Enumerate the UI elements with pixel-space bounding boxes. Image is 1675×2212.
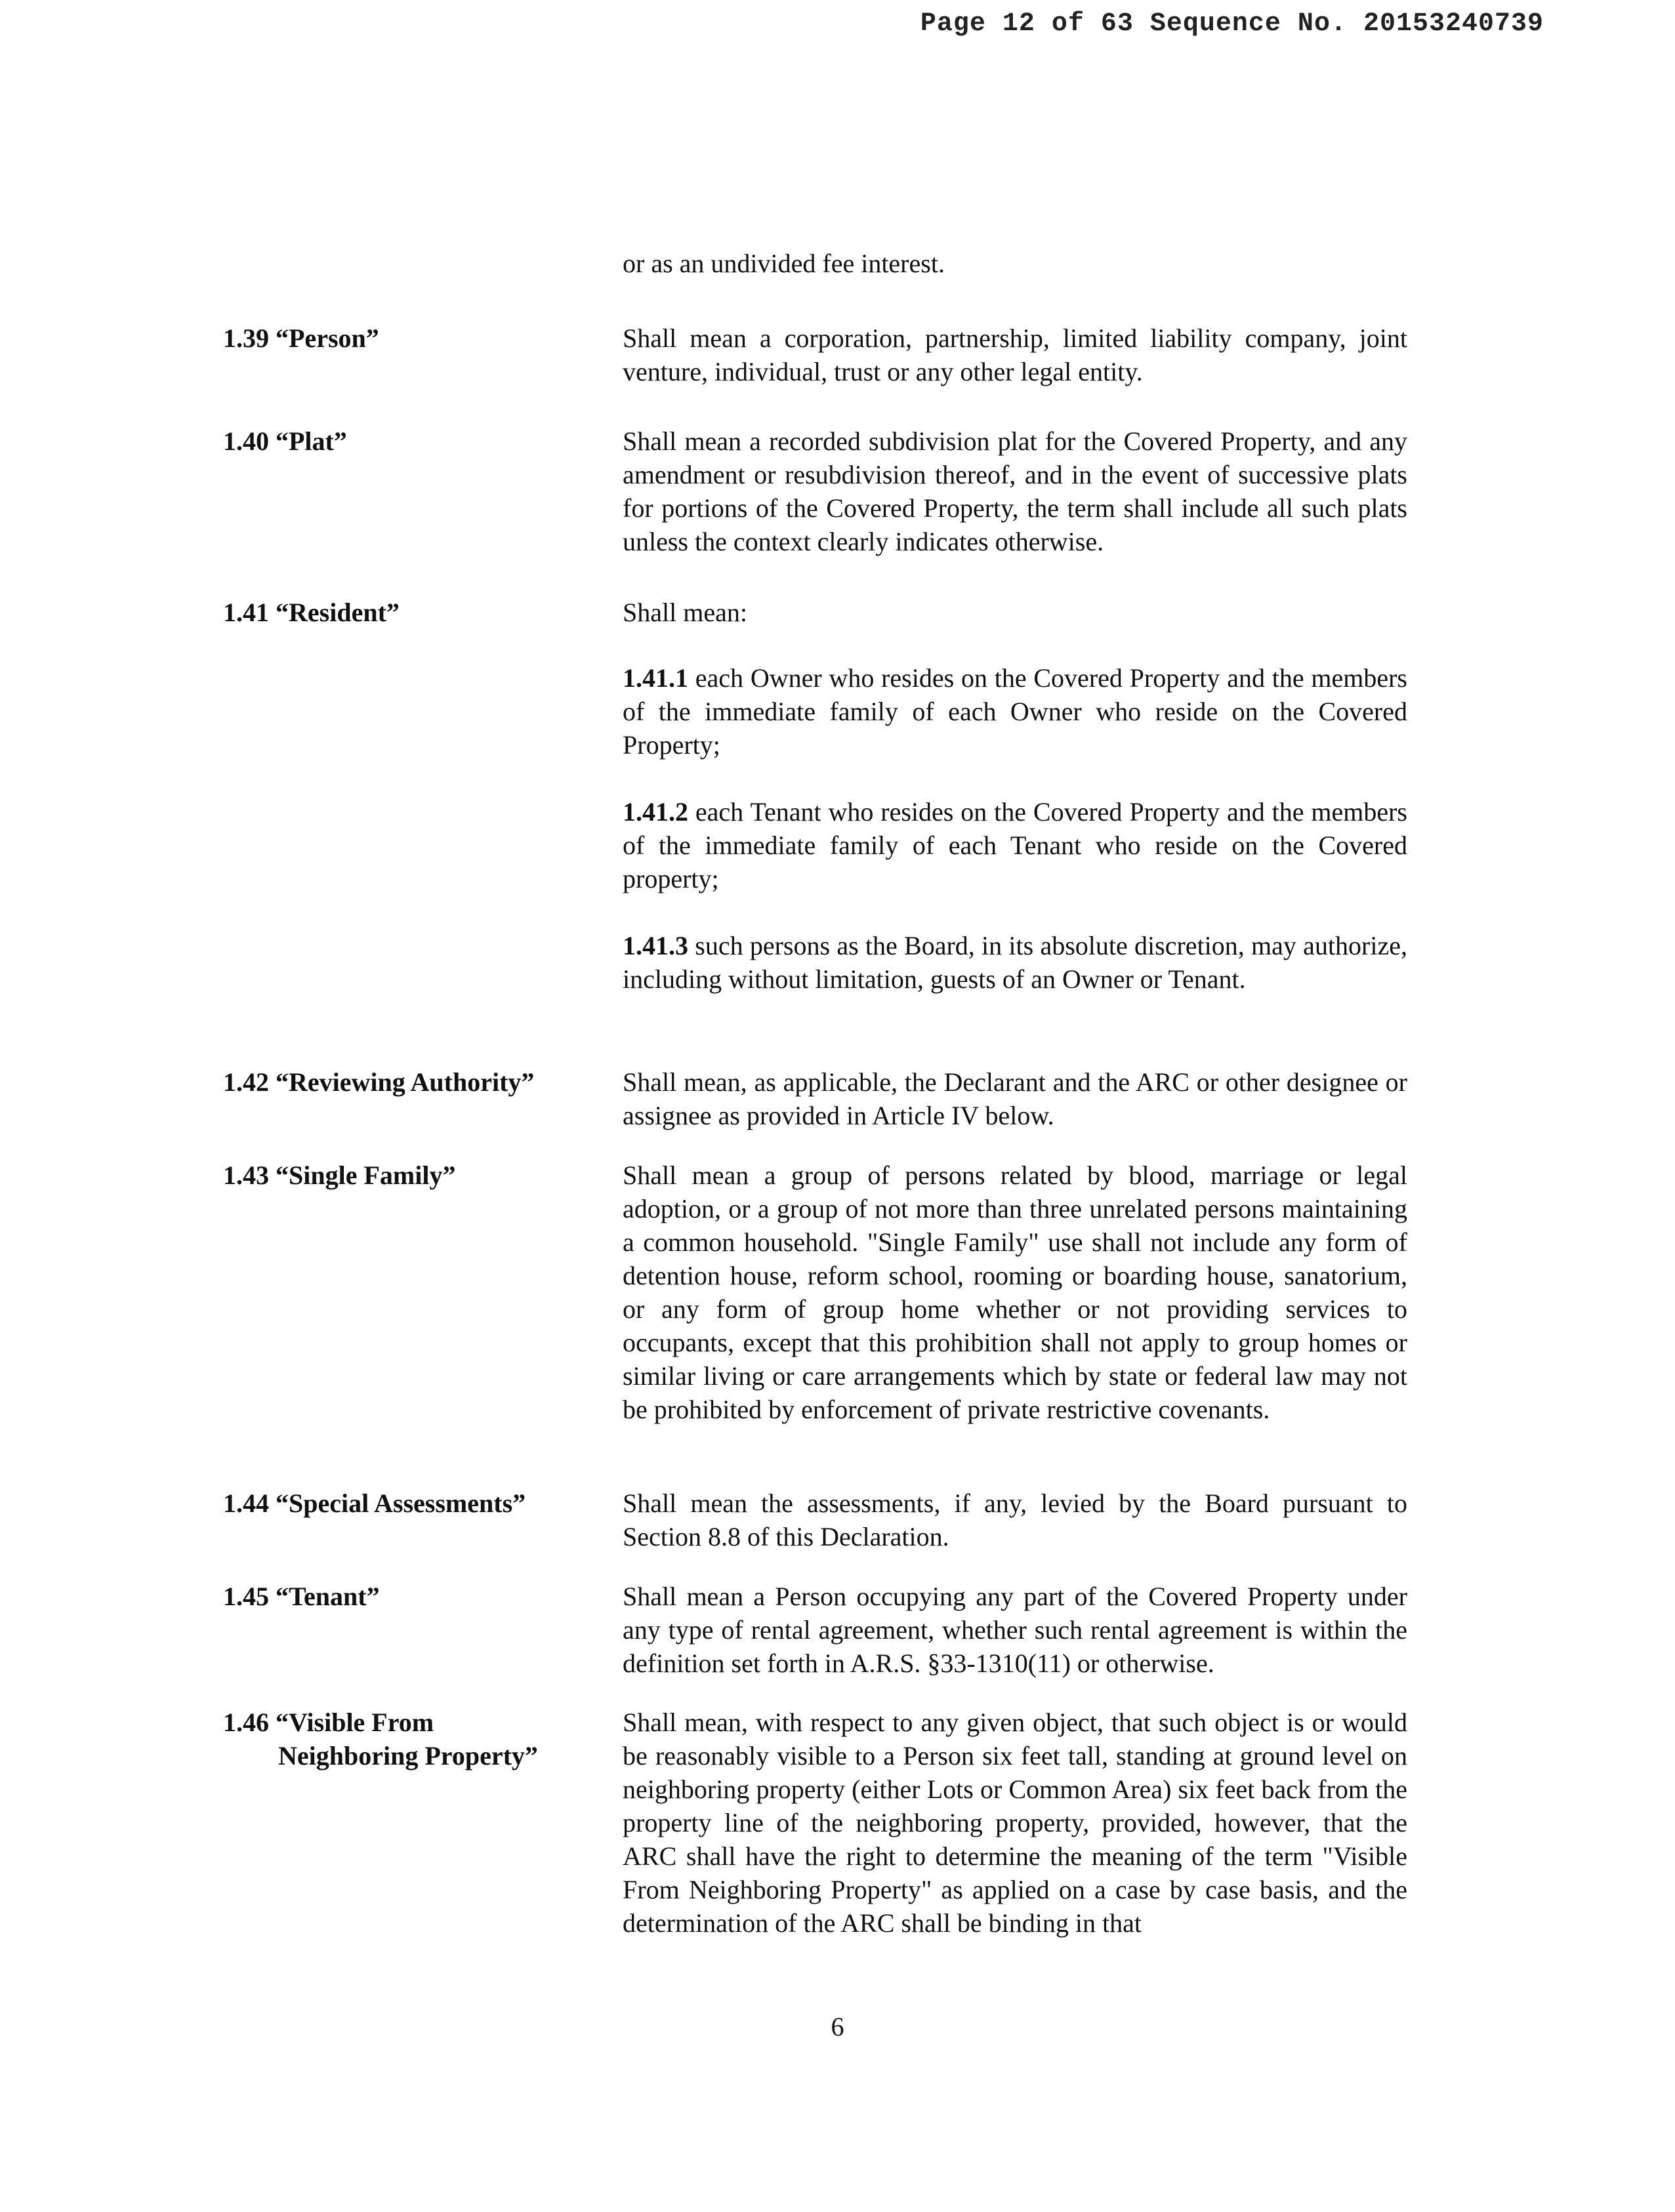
term-label: “Resident” (276, 598, 400, 627)
term-1-45 (223, 1580, 590, 1613)
term-label: “Plat” (276, 426, 347, 456)
term-1-41 (223, 596, 590, 629)
term-label-line2: Neighboring Property” (278, 1741, 538, 1771)
term-1-46 (223, 1706, 590, 1772)
term-label: “Visible From (276, 1708, 434, 1737)
subitem-1-41-2 (623, 795, 1407, 895)
term-1-43 (223, 1158, 590, 1192)
term-number: 1.45 (223, 1582, 269, 1611)
subitem-text: each Owner who resides on the Covered Property and the members of the immediate family of each Owner who reside on the Covered Property; (623, 663, 1407, 760)
term-1-44 (223, 1486, 590, 1520)
term-1-42 (223, 1065, 590, 1099)
definition-1-43: Shall mean a group of persons related by blood, marriage or legal adoption, or a group of not more than three unrelated persons maintaining a common household. "Single Family" use shall not include any form of detention house, reform school, rooming or boarding house, sanatorium, or any form of group home whether or not providing services to occupants, except that this prohibition shall not apply to group homes or similar living or care arrangements which by state or federal law may not be prohibited by enforcement of private restrictive covenants. (623, 1160, 1407, 1424)
page-header: Page 12 of 63 Sequence No. 20153240739 (920, 9, 1544, 39)
subitem-1-41-1 (623, 661, 1407, 762)
subitem-1-41-3 (623, 929, 1407, 996)
term-number: 1.46 (223, 1708, 269, 1737)
term-label: “Special Assessments” (276, 1488, 526, 1518)
definition-1-39: Shall mean a corporation, partnership, limited liability company, joint venture, individual, trust or any other legal entity. (623, 323, 1407, 386)
term-number: 1.44 (223, 1488, 269, 1518)
term-label: “Person” (276, 323, 379, 353)
definition-1-45: Shall mean a Person occupying any part of the Covered Property under any type of rental agreement, whether such rental agreement is within the definition set forth in A.R.S. §33-1310(11) or otherwise. (623, 1582, 1407, 1678)
term-1-40 (223, 424, 590, 458)
subitem-number: 1.41.1 (623, 663, 688, 693)
continuation-text: or as an undivided fee interest. (623, 249, 945, 278)
definition-1-41: Shall mean: (623, 598, 747, 627)
term-number: 1.43 (223, 1160, 269, 1190)
subitem-text: each Tenant who resides on the Covered Property and the members of the immediate family of each Tenant who reside on the Covered property; (623, 797, 1408, 893)
page-number: 6 (831, 2012, 844, 2041)
definition-1-42: Shall mean, as applicable, the Declarant and the ARC or other designee or assignee as provided in Article IV below. (623, 1067, 1407, 1130)
term-number: 1.39 (223, 323, 269, 353)
term-1-39 (223, 321, 590, 355)
definition-1-44: Shall mean the assessments, if any, levied by the Board pursuant to Section 8.8 of this Declaration. (623, 1488, 1407, 1551)
definition-1-40: Shall mean a recorded subdivision plat for the Covered Property, and any amendment or resubdivision thereof, and in the event of successive plats for portions of the Covered Property, the term shall include all such plats unless the context clearly indicates otherwise. (623, 426, 1407, 556)
definition-1-46: Shall mean, with respect to any given object, that such object is or would be reasonably visible to a Person six feet tall, standing at ground level on neighboring property (either Lots or Common Area) six feet back from the property line of the neighboring property, provided, however, that the ARC shall have the right to determine the meaning of the term "Visible From Neighboring Property" as applied on a case by case basis, and the determination of the ARC shall be binding in that (623, 1708, 1407, 1938)
term-number: 1.41 (223, 598, 269, 627)
term-label: “Single Family” (276, 1160, 456, 1190)
subitem-text: such persons as the Board, in its absolute discretion, may authorize, including without limitation, guests of an Owner or Tenant. (623, 931, 1407, 994)
term-label: “Tenant” (276, 1582, 380, 1611)
subitem-number: 1.41.2 (623, 797, 688, 827)
term-number: 1.40 (223, 426, 269, 456)
term-number: 1.42 (223, 1067, 269, 1097)
subitem-number: 1.41.3 (623, 931, 688, 960)
term-label: “Reviewing Authority” (276, 1067, 535, 1097)
